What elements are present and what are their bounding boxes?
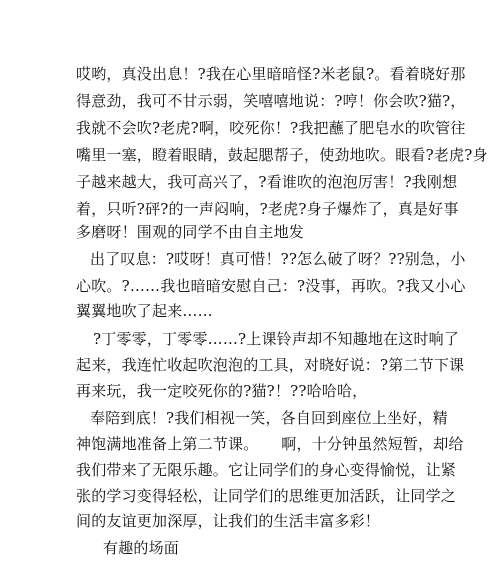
text-line: 着，只听?砰?的一声闷响，?老虎?身子爆炸了，真是好事 xyxy=(76,200,459,218)
text-line: 奉陪到底！?我们相视一笑，各自回到座位上坐好，精 xyxy=(90,409,448,427)
text-line: 起来，我连忙收起吹泡泡的工具，对晓好说：?第二节下课 xyxy=(76,356,465,374)
text-line: 再来玩，我一定咬死你的?猫?！??哈哈哈， xyxy=(76,382,368,400)
text-line: 翼翼地吹了起来…… xyxy=(76,302,213,320)
text-line: 嘴里一塞，瞪着眼睛，鼓起腮帮子，使劲地吹。眼看?老虎?身 xyxy=(76,146,488,164)
text-line: 神饱满地准备上第二节课。 啊，十分钟虽然短暂，却给 xyxy=(76,435,464,453)
text-line: 得意劲，我可不甘示弱，笑嘻嘻地说：?哼！你会吹?猫?， xyxy=(76,92,466,110)
section-heading: 有趣的场面 xyxy=(103,539,180,557)
text-line: 哎哟，真没出息！?我在心里暗暗怪?米老鼠?。看着晓好那 xyxy=(76,65,466,83)
text-line: 间的友谊更加深厚，让我们的生活丰富多彩！ xyxy=(76,512,381,530)
text-line: 子越来越大，我可高兴了，?看谁吹的泡泡厉害！?我刚想 xyxy=(76,173,458,191)
text-line: 张的学习变得轻松，让同学们的思维更加活跃，让同学之 xyxy=(76,487,457,505)
text-line: 我们带来了无限乐趣。它让同学们的身心变得愉悦，让紧 xyxy=(76,461,457,479)
text-line: 多磨呀！围观的同学不由自主地发 xyxy=(76,223,305,241)
text-line: 心吹。?……我也暗暗安慰自己：?没事，再吹。?我又小心 xyxy=(76,277,466,295)
text-line: ?丁零零，丁零零……?上课铃声却不知趣地在这时响了 xyxy=(93,330,460,348)
text-line: 我就不会吹?老虎?啊，咬死你！?我把蘸了肥皂水的吹管往 xyxy=(76,119,466,137)
text-line: 出了叹息：?哎呀！真可惜！??怎么破了呀？??别急，小 xyxy=(90,250,466,268)
